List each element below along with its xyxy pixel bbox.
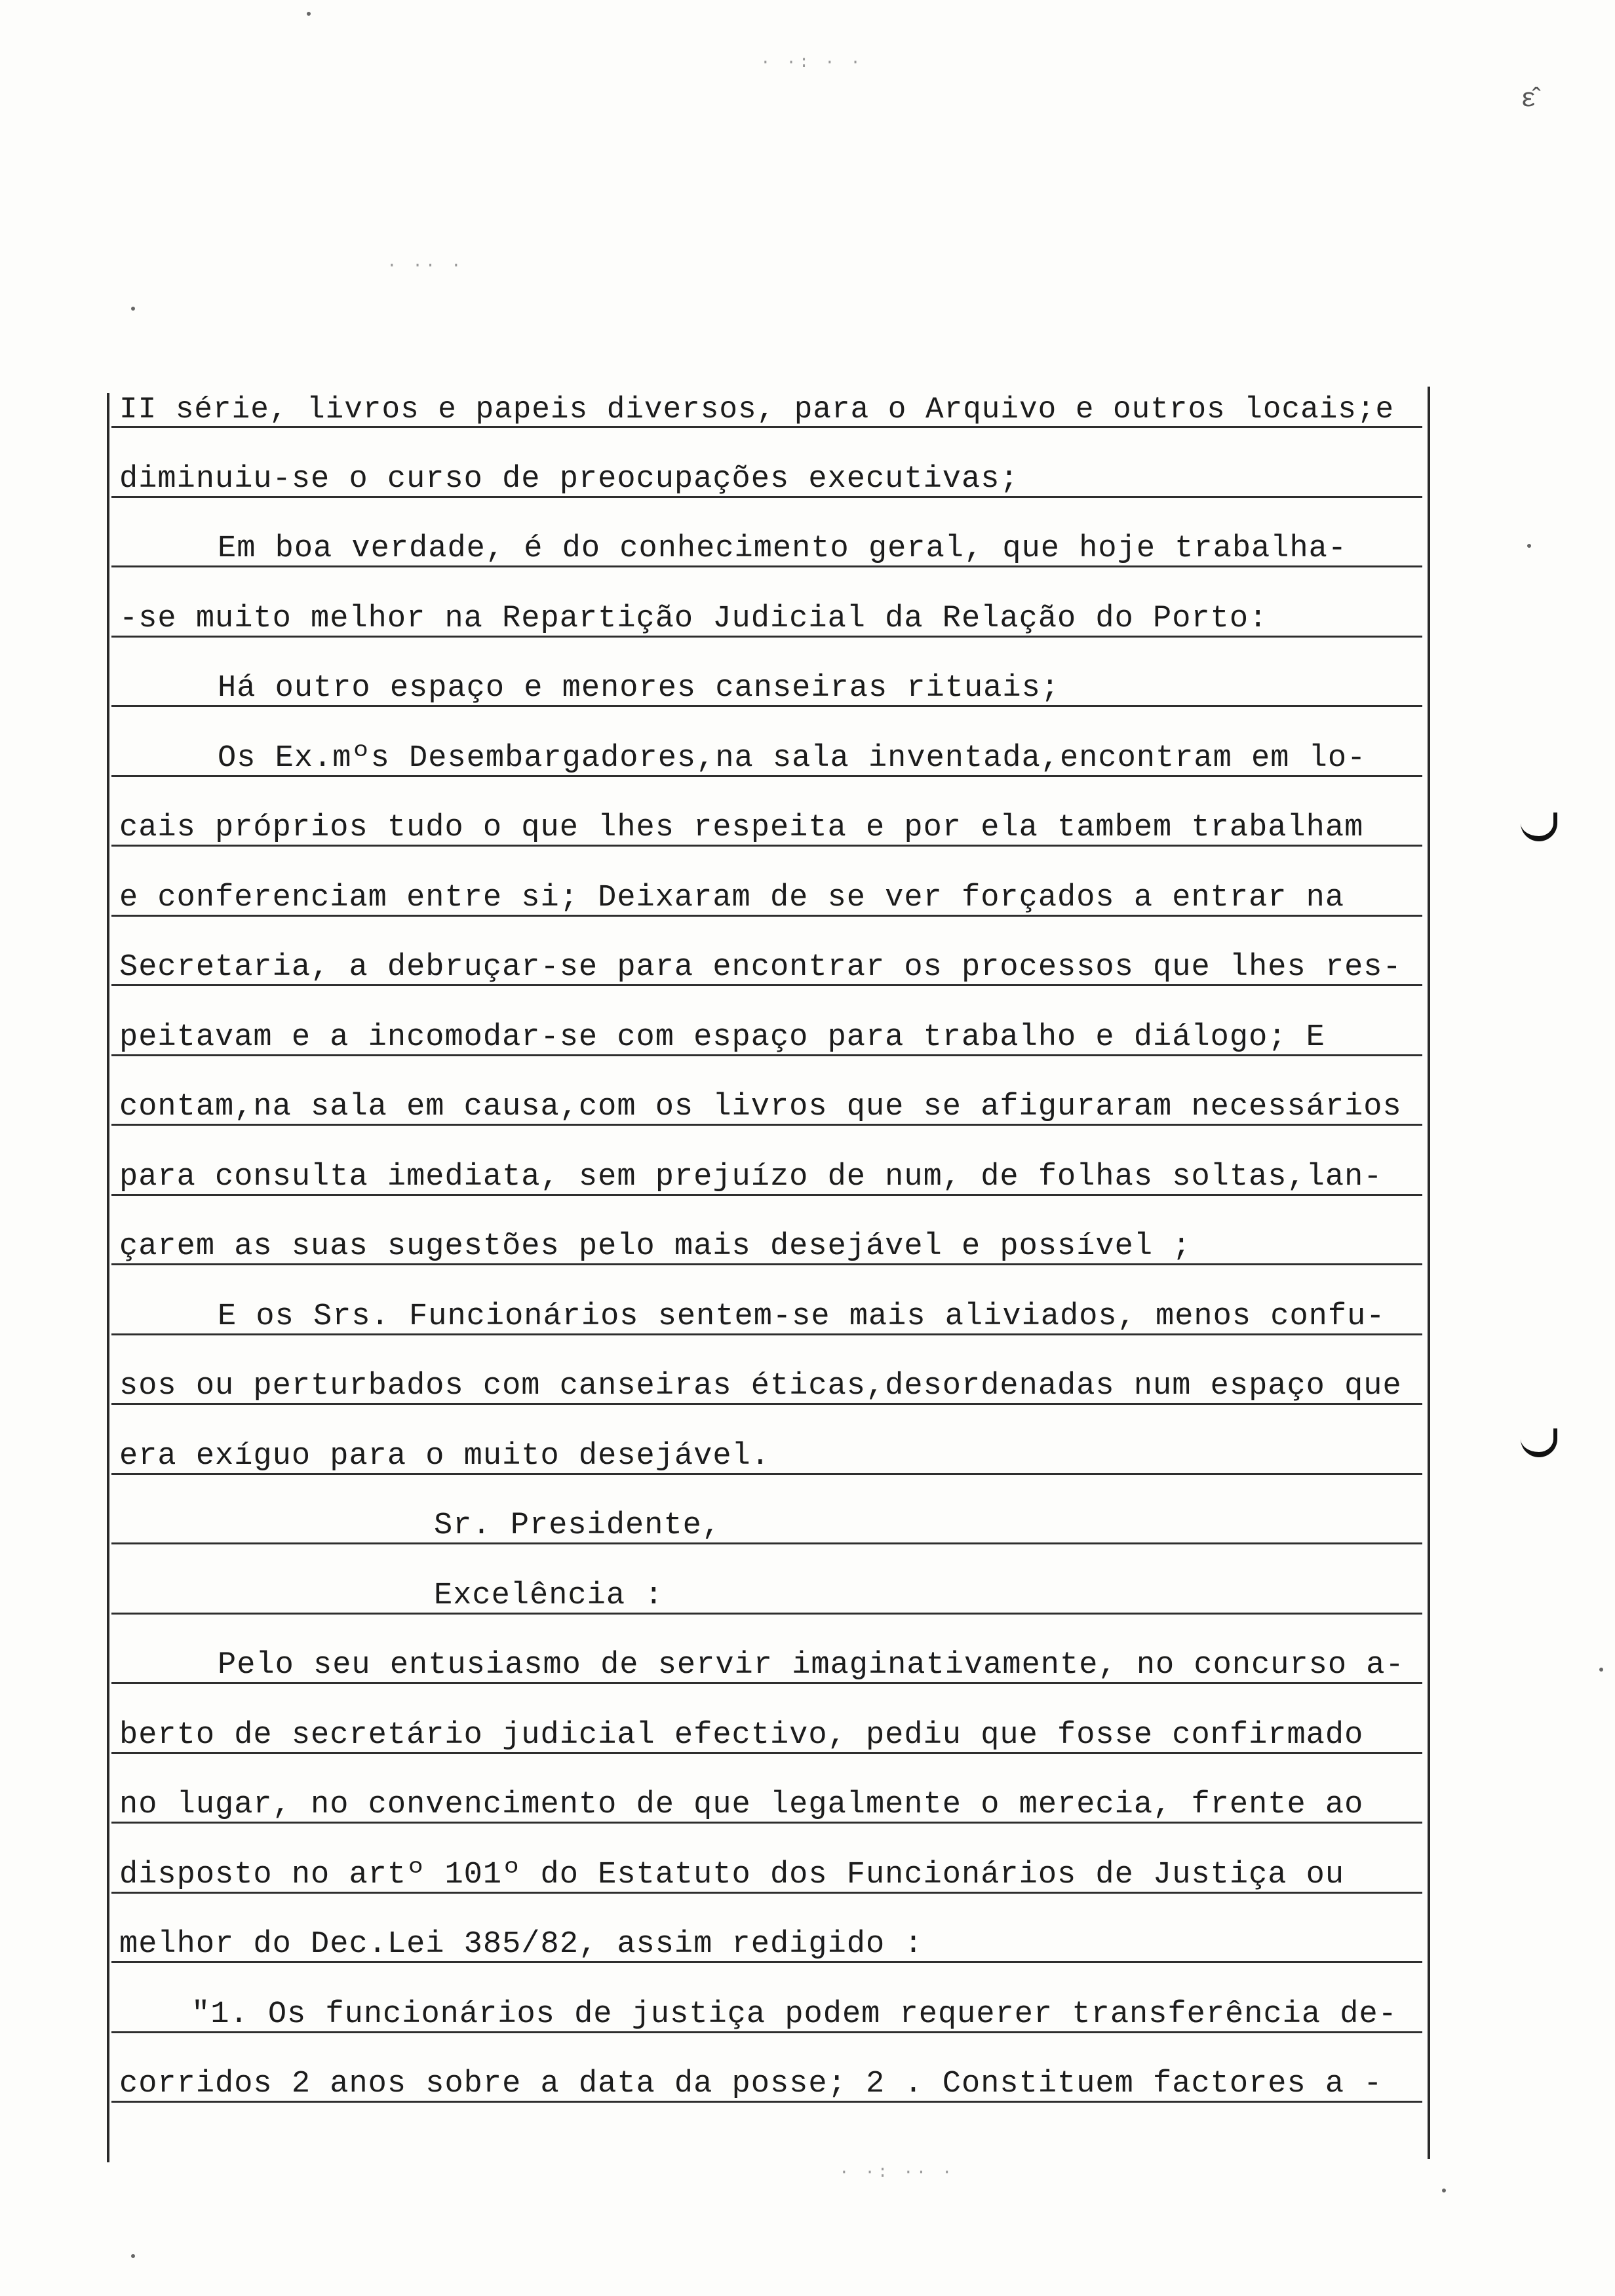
left-margin-rule	[107, 393, 109, 2162]
scan-noise: · ·· ·	[387, 256, 464, 275]
document-line-text: no lugar, no convencimento de que legalmente o merecia, frente ao	[119, 1788, 1364, 1822]
scan-speck	[131, 307, 135, 311]
document-line-text: melhor do Dec.Lei 385/82, assim redigido :	[119, 1927, 924, 1962]
document-line-text: cais próprios tudo o que lhes respeita e por ela tambem trabalham	[119, 811, 1364, 845]
document-line	[111, 945, 1422, 986]
scan-speck	[1442, 2189, 1446, 2192]
right-margin-rule	[1428, 387, 1430, 2159]
document-line	[111, 1294, 1422, 1335]
document-line	[111, 1224, 1422, 1265]
document-line-text: era exíguo para o muito desejável.	[119, 1438, 770, 1474]
document-line	[111, 805, 1422, 847]
document-line-text: Há outro espaço e menores canseiras rituais;	[218, 671, 1060, 706]
document-line-text: diminuiu-se o curso de preocupações executivas;	[119, 461, 1019, 497]
scan-mark-1	[1521, 813, 1557, 841]
scan-speck	[131, 2254, 135, 2258]
document-line	[111, 736, 1422, 777]
document-line-text: Em boa verdade, é do conhecimento geral, que hoje trabalha-	[218, 531, 1348, 566]
document-line-text: E os Srs. Funcionários sentem-se mais aliviados, menos confu-	[218, 1299, 1386, 1334]
document-line	[111, 1364, 1422, 1405]
document-line-text: Secretaria, a debruçar-se para encontrar os processos que lhes res-	[119, 950, 1402, 985]
document-line-text: berto de secretário judicial efectivo, pediu que fosse confirmado	[119, 1717, 1364, 1753]
scan-noise: · ·: ·· ·	[839, 2162, 955, 2182]
document-line	[111, 387, 1422, 428]
document-line-text: para consulta imediata, sem prejuízo de num, de folhas soltas,lan-	[119, 1159, 1383, 1195]
document-line-text: sos ou perturbados com canseiras éticas,desordenadas num espaço que	[119, 1369, 1402, 1404]
document-line	[111, 526, 1422, 567]
document-line	[111, 2061, 1422, 2103]
scan-mark-2	[1521, 1428, 1557, 1457]
scan-noise: · ·: · ·	[760, 52, 863, 72]
document-line	[111, 1782, 1422, 1824]
document-line-text: çarem as suas sugestões pelo mais desejável e possível ;	[119, 1229, 1192, 1264]
document-line-text: e conferenciam entre si; Deixaram de se ver forçados a entrar na	[119, 880, 1345, 915]
document-line-text: peitavam e a incomodar-se com espaço para trabalho e diálogo; E	[119, 1020, 1325, 1055]
document-line	[111, 1713, 1422, 1754]
scan-speck	[1527, 544, 1531, 548]
document-line	[111, 1852, 1422, 1894]
document-line-text: Excelência :	[434, 1578, 664, 1613]
scan-speck	[307, 12, 311, 16]
document-line-text: -se muito melhor na Repartição Judicial da Relação do Porto:	[119, 601, 1268, 636]
document-line	[111, 1643, 1422, 1684]
document-line-text: contam,na sala em causa,com os livros que se afiguraram necessários	[119, 1090, 1402, 1124]
document-line-text: disposto no artº 101º do Estatuto dos Funcionários de Justiça ou	[119, 1857, 1345, 1892]
document-line	[111, 1922, 1422, 1963]
document-line-text: Os Ex.mºs Desembargadores,na sala inventada,encontram em lo-	[218, 740, 1367, 776]
document-line	[111, 1434, 1422, 1475]
document-line	[111, 1084, 1422, 1126]
document-line	[111, 1015, 1422, 1056]
page-corner-mark: ε̂	[1521, 85, 1537, 115]
scan-speck	[1599, 1668, 1603, 1672]
document-line	[111, 1155, 1422, 1196]
document-line	[111, 1992, 1422, 2033]
document-line	[111, 596, 1422, 638]
document-line	[111, 875, 1422, 917]
document-line-text: II série, livros e papeis diversos, para o Arquivo e outros locais;e	[119, 392, 1395, 427]
document-line-text: Pelo seu entusiasmo de servir imaginativamente, no concurso a-	[218, 1648, 1405, 1683]
document-line	[111, 1503, 1422, 1544]
document-line-text: Sr. Presidente,	[434, 1508, 722, 1543]
document-line	[111, 1573, 1422, 1615]
document-line	[111, 666, 1422, 707]
document-line	[111, 457, 1422, 498]
document-line-text: corridos 2 anos sobre a data da posse; 2 . Constituem factores a -	[119, 2067, 1383, 2101]
document-line-text: "1. Os funcionários de justiça podem requerer transferência de-	[191, 1997, 1397, 2032]
